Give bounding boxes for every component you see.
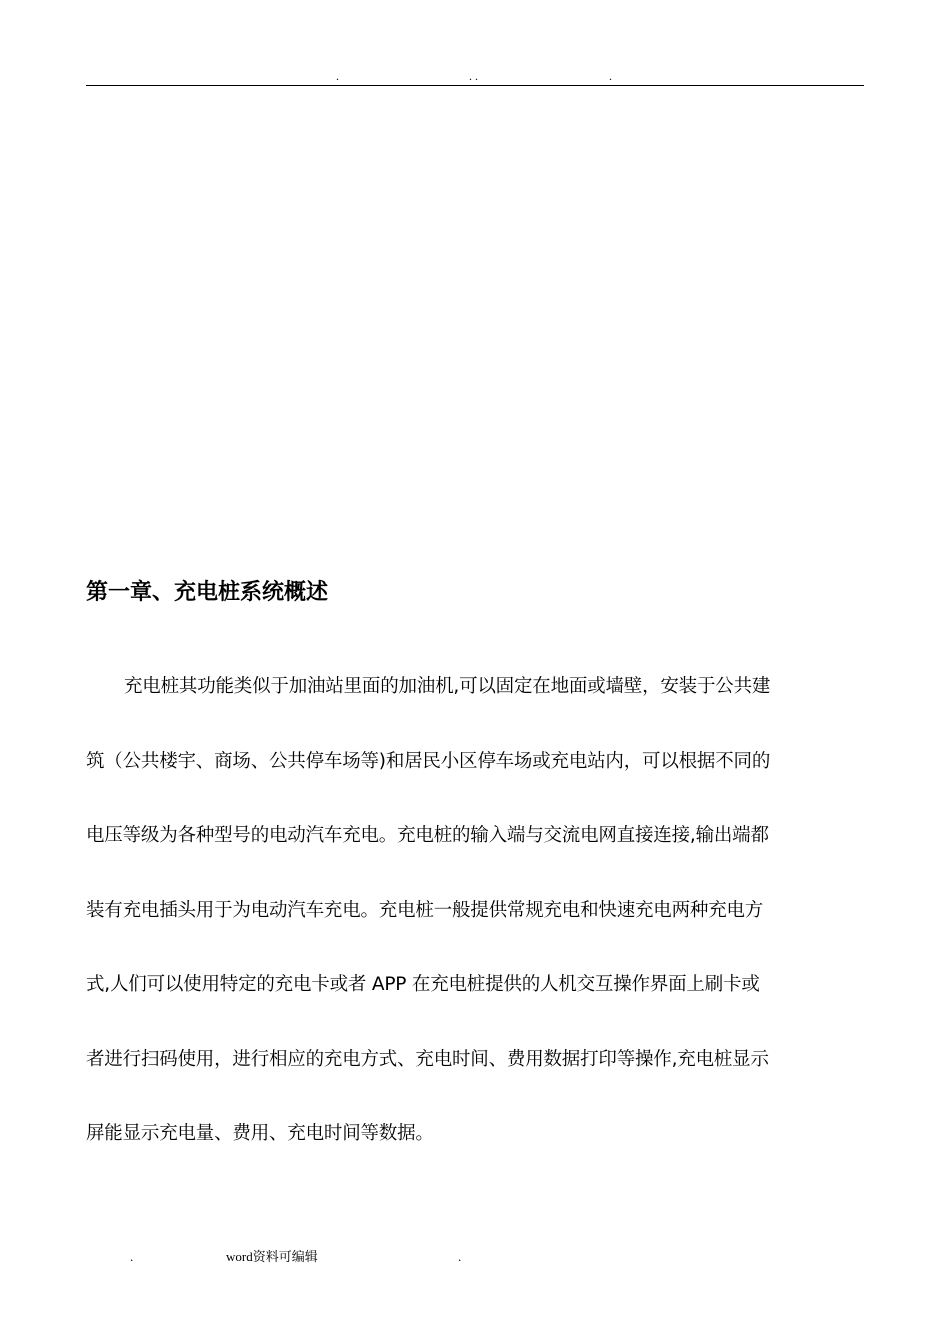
body-paragraph [86, 668, 816, 1190]
page-header-markers [86, 68, 864, 84]
header-dot-center: . . [469, 69, 478, 83]
header-dot-left: . [336, 69, 339, 83]
header-rule [86, 85, 864, 86]
paragraph-line: 充电桩其功能类似于加油站里面的加油机,可以固定在地面或墙壁，安装于公共建 [124, 676, 771, 697]
paragraph-line: 屏能显示充电量、费用、充电时间等数据。 [86, 1123, 434, 1144]
paragraph-line: 电压等级为各种型号的电动汽车充电。充电桩的输入端与交流电网直接连接,输出端都 [86, 825, 769, 846]
chapter-title: 第一章、充电桩系统概述 [86, 580, 329, 605]
footer-dot-left: . [130, 1249, 134, 1264]
paragraph-line: 筑（公共楼宇、商场、公共停车场等)和居民小区停车场或充电站内，可以根据不同的 [86, 750, 771, 772]
header-dot-right: . [609, 69, 612, 83]
footer-label: word资料可编辑 [226, 1249, 318, 1264]
page-footer [86, 1248, 864, 1266]
paragraph-line: 式,人们可以使用特定的充电卡或者 APP 在充电桩提供的人机交互操作界面上刷卡或 [86, 974, 760, 995]
paragraph-line: 者进行扫码使用，进行相应的充电方式、充电时间、费用数据打印等操作,充电桩显示 [86, 1048, 769, 1070]
footer-dot-right: . [458, 1249, 462, 1264]
paragraph-line: 装有充电插头用于为电动汽车充电。充电桩一般提供常规充电和快速充电两种充电方 [86, 899, 764, 921]
